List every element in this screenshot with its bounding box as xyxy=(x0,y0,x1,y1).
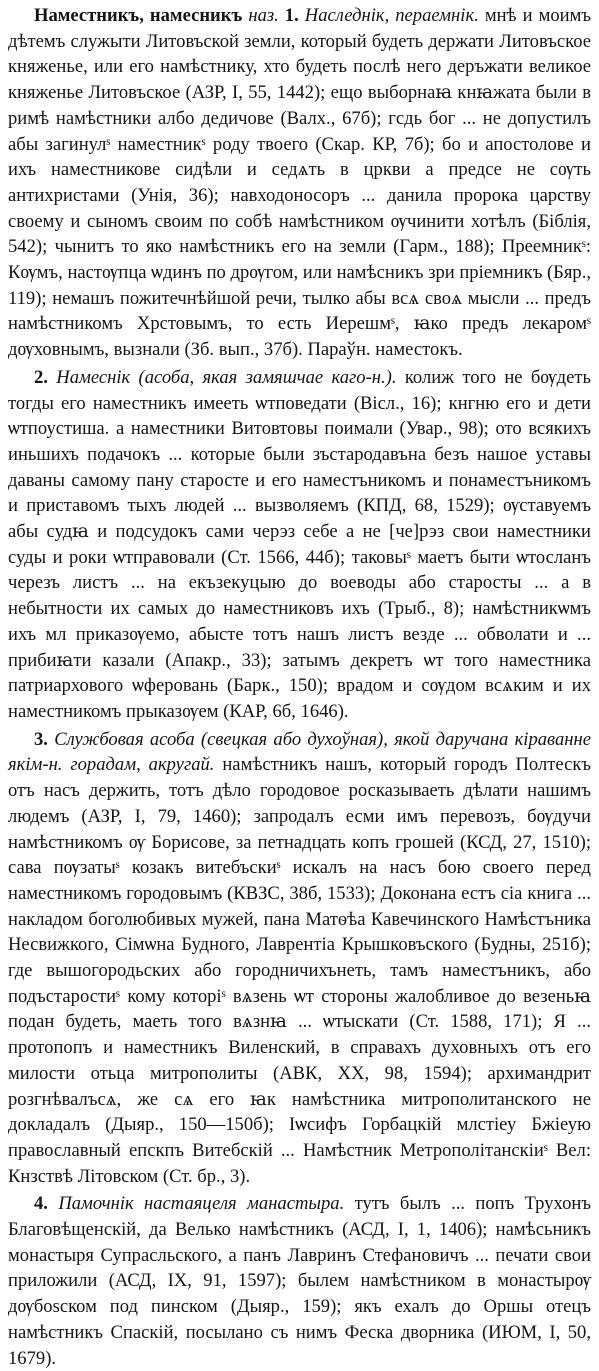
headword: Наместникъ, намесникъ xyxy=(34,5,243,26)
dictionary-entry-sense-1 xyxy=(8,3,591,363)
sense-citations: тутъ былъ ... попъ Трухонъ Благовѣщенскій, да Велько намѣстникъ (АСД, I, 1, 1406); намѣсьникъ монастыря Супрасльского, а панъ Лавринъ Стефановичъ ... печати свои приложили (АСД, IX, 91, 1597); былем намѣстником в монастырѹ дѹбоѕском под пинском (Дыяр., 159); якъ ехалъ до Оршы отецъ намѣстникъ Спаскій, посылано съ нимъ Феска дворника (ИЮМ, I, 50, 1679). xyxy=(8,1193,591,1369)
dictionary-entry-sense-3 xyxy=(8,727,591,1190)
sense-number: 1. xyxy=(284,5,299,26)
sense-number: 2. xyxy=(34,366,48,388)
dictionary-entry-sense-2 xyxy=(8,365,591,725)
sense-citations: намѣстникъ нашъ, который городъ Полтескъ отъ насъ держить, тотъ дѣло городовое росказываеть дѣлати нашимъ людемъ (АЗР, I, 79, 1460); запродалъ есми имъ перевозъ, бѹдучи намѣстникомъ ѹ Борисове, за петнадцать копъ грошей (КСД, 27, 1510); сава пѹзатыˢ козакъ витебъскиˢ искалъ на насъ бою своего перед наместникомъ городовымъ (КВЗС, 38б, 1533); Доконана естъ сіа книга ... накладом боголюбивых мужей, пана Матѳѣа Кавечинского Намѣстъника Несвижкого, Сімѡна Будного, Лаврентіа Крышковъского (Будны, 251б); где вышогородьских або городничихънеть, тамъ наместъникъ, або подъстаростиˢ кому которіˢ вѧзень ѡт стороны жалобливое до везеньꙗ подан будеть, маеть того вѧзнꙗ ... ѡтыскати (Ст. 1588, 171); Я ... протопопъ и наместникъ Виленский, в справахъ духовныхъ отъ его милости отьца митрополиты (АВК, XX, 98, 1594); архимандрит розгнѣвалъсѧ, же сѧ его ꙗк намѣстника митрополитанского не докладалъ (Дыяр., 150—150б); Іѡсифъ Горбацкій млстіеу Бжіеую православный епскпъ Витебскій ... Намѣстник Метрополітанскіиˢ Вел: Кнзствѣ Літовском (Ст. бр., 3). xyxy=(8,754,591,1187)
sense-citations: колиж того не бѹдеть тогды его наместникъ имееть ѡтповедати (Вісл., 16); кнгню его и дети ѡтпоустиша. а наместники Витовтовы поимали (Увар., 98); ото всякихъ иньшихъ подачокъ ... которые были зъстародавъна безъ нашое уставы даваны самому пану старосте и его наместъникомъ и понаместъникомъ и приставомъ тыхъ людей ... вызволяемъ (КПД, 68, 1529); ѹставуемъ абы судꙗ и подсудокъ сами черэз себе а не [че]рэз свои наместники суды и роки ѡтправовали (Ст. 1566, 44б); таковыˢ маетъ быти ѡтосланъ черезъ листъ ... на екъзекуцыю до воеводы або старосты ... а в небытности их самых до наместниковъ ихъ (Трыб., 8); намѣстникѡмъ ихъ мл приказѹемо, абысте тотъ нашъ листъ везде ... обволати и ... прибиꙗти казали (Апакр., 33); затымъ декретъ ѡт того наместника патриархового ѡферовань (Барк., 150); врадом и сѹдом всѧким и их наместникомъ прыказѹем (КАР, 6б, 1646). xyxy=(8,366,591,722)
grammar-label: наз. xyxy=(248,5,279,26)
sense-definition: Наследнік, пераемнік. xyxy=(304,5,479,26)
sense-citations: мнѣ и моимъ дѣтемъ служыти Литовъской земли, который будеть держати Литовъское княженье, или его намѣстнику, хто будеть послѣ него деръжати великое княженье Литовъское (АЗР, I, 55, 1442); ещо выборнаꙗ кнꙗжата были в римѣ намѣстники албо дедичове (Валх., 67б); гсдь бог ... не допустилъ абы загинулˢ наместникˢ роду твоего (Скар. КР, 7б); бо и апостолове и ихъ наместникове сидѣли и седѧть в цркви а предсе не сѹть антихристами (Унія, 36); навходоносоръ ... данила пророка царству своему и сыномъ своим по собѣ намѣстником ѹчинити хотѣлъ (Біблія, 542); чынитъ то яко намѣстникъ его на земли (Гарм., 188); Преемникˢ: Кѹмъ, настѹпца ѡдинъ по дрѹгом, или намѣсникъ зри пріемникъ (Бяр., 119); немашъ пожитечнѣйшой речи, тылко абы всѧ своѧ мысли ... предъ намѣстникомъ Хрстовымъ, то есть Иерешмˢ, ꙗко предъ лекаромˢ дѹховнымъ, вызнали (Зб. вып., 37б). Параўн. наместокъ. xyxy=(8,5,591,361)
dictionary-entry-sense-4 xyxy=(8,1191,591,1371)
sense-number: 4. xyxy=(34,1193,48,1215)
sense-definition: Намеснік (асоба, якая замяшчае каго-н.). xyxy=(56,366,397,388)
sense-number: 3. xyxy=(34,728,48,750)
sense-definition: Памочнік настаяцеля манастыра. xyxy=(58,1193,345,1215)
sense-definition: Службовая асоба (свецкая або духоўная), якой даручана кіраванне якім-н. горадам, акругай. xyxy=(8,728,591,776)
